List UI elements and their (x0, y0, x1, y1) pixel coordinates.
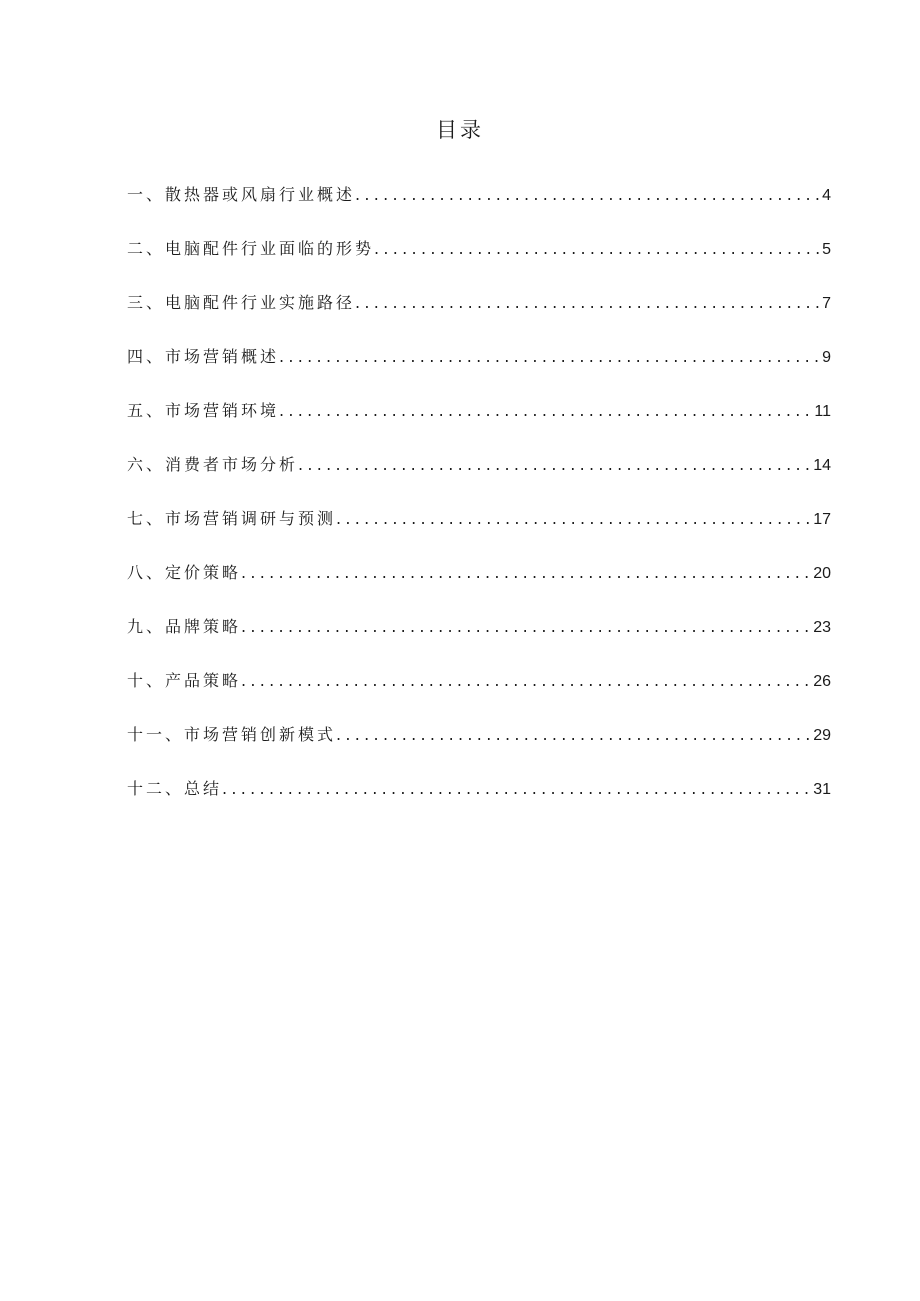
toc-entry-page-number: 7 (822, 295, 831, 312)
toc-title: 目录 (436, 118, 484, 142)
toc-dot-leader (374, 233, 820, 265)
toc-entry-label: 三、电脑配件行业实施路径 (127, 293, 356, 312)
toc-entry-label: 十二、总结 (127, 779, 223, 798)
toc-entry-page-number: 4 (822, 187, 831, 204)
toc-entry-label: 六、消费者市场分析 (127, 455, 299, 474)
toc-entry-label: 一、散热器或风扇行业概述 (127, 185, 356, 204)
toc-dot-leader (279, 395, 812, 427)
toc-dot-leader (355, 179, 820, 211)
toc-entry-label: 二、电脑配件行业面临的形势 (127, 239, 375, 258)
toc-entry[interactable] (127, 287, 831, 341)
toc-entry-page-number: 23 (813, 619, 831, 636)
toc-entry-label: 八、定价策略 (127, 563, 242, 582)
toc-dot-leader (222, 773, 811, 805)
toc-dot-leader (336, 503, 811, 535)
toc-entry-label: 十一、市场营销创新模式 (127, 725, 337, 744)
toc-entry-label: 五、市场营销环境 (127, 401, 280, 420)
toc-dot-leader (241, 665, 811, 697)
toc-entry-page-number: 29 (813, 727, 831, 744)
toc-entry-label: 九、品牌策略 (127, 617, 242, 636)
toc-entry-page-number: 26 (813, 673, 831, 690)
toc-entry-page-number: 17 (813, 511, 831, 528)
toc-dot-leader (241, 557, 811, 589)
toc-entry[interactable] (127, 233, 831, 287)
toc-entry-page-number: 11 (814, 403, 831, 420)
toc-entry[interactable] (127, 341, 831, 395)
toc-entry-label: 七、市场营销调研与预测 (127, 509, 337, 528)
toc-entry[interactable] (127, 503, 831, 557)
toc-entry-label: 十、产品策略 (127, 671, 242, 690)
toc-entry[interactable] (127, 395, 831, 449)
toc-dot-leader (355, 287, 820, 319)
toc-dot-leader (336, 719, 811, 751)
toc-entry-page-number: 5 (822, 241, 831, 258)
toc-entry[interactable] (127, 179, 831, 233)
toc-entry[interactable] (127, 557, 831, 611)
toc-dot-leader (298, 449, 811, 481)
toc-entry-page-number: 14 (813, 457, 831, 474)
toc-entry-page-number: 20 (813, 565, 831, 582)
toc-entry[interactable] (127, 449, 831, 503)
toc-dot-leader (279, 341, 820, 373)
toc-entry[interactable] (127, 719, 831, 773)
toc-entry-page-number: 9 (822, 349, 831, 366)
toc-list (127, 179, 831, 827)
toc-dot-leader (241, 611, 811, 643)
toc-entry[interactable] (127, 611, 831, 665)
toc-entry[interactable] (127, 665, 831, 719)
toc-entry-label: 四、市场营销概述 (127, 347, 280, 366)
toc-entry[interactable] (127, 773, 831, 827)
toc-entry-page-number: 31 (813, 781, 831, 798)
